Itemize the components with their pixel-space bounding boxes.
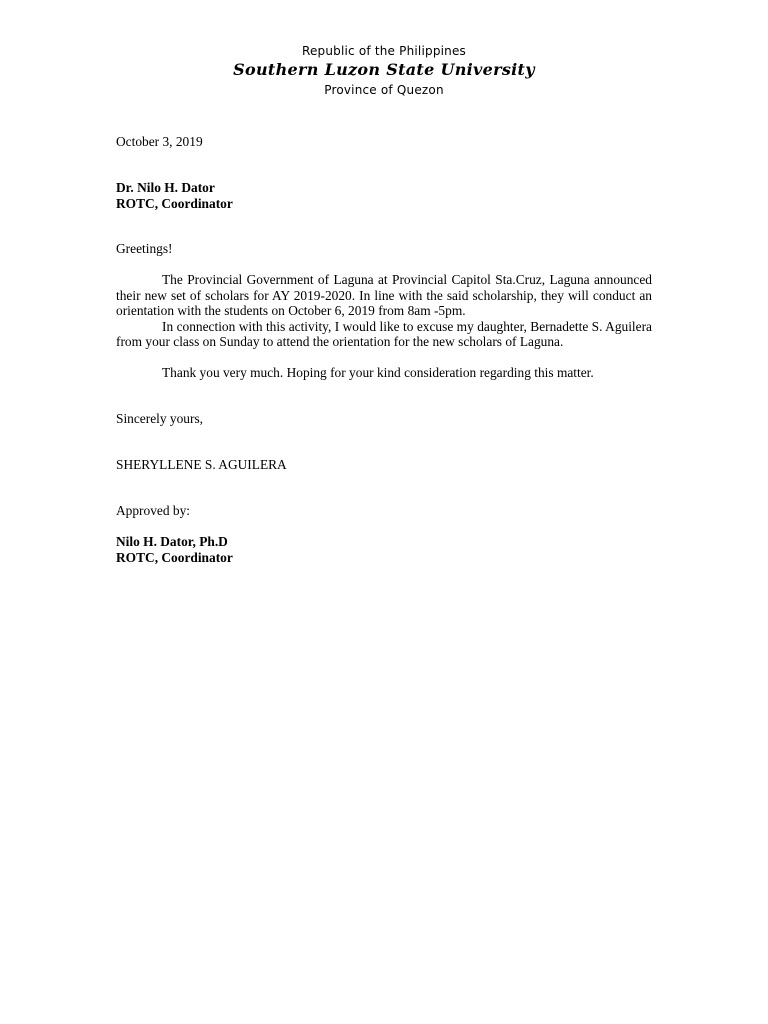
letterhead-university: Southern Luzon State University [233, 60, 535, 79]
letterhead-province: Province of Quezon [324, 83, 444, 97]
letterhead [0, 43, 768, 98]
approved-by-label: Approved by: [116, 503, 191, 518]
approver-name: Nilo H. Dator, Ph.D [116, 534, 228, 549]
closing: Sincerely yours, [116, 411, 204, 426]
letterhead-republic: Republic of the Philippines [301, 44, 467, 58]
sender-name: SHERYLLENE S. AGUILERA [116, 457, 287, 472]
greeting: Greetings! [116, 241, 173, 256]
recipient-title: ROTC, Coordinator [116, 196, 233, 211]
letter-body [116, 272, 652, 350]
paragraph-2: In connection with this activity, I would like to excuse my daughter, Bernadette S. Aguilera from your class on Sunday to attend the orientation for the new scholars of Laguna. [116, 318, 652, 350]
approver-title: ROTC, Coordinator [116, 550, 233, 565]
paragraph-3: Thank you very much. Hoping for your kind consideration regarding this matter. [162, 365, 594, 380]
paragraph-1: The Provincial Government of Laguna at Provincial Capitol Sta.Cruz, Laguna announced their new set of scholars for AY 2019-2020. In line with the said scholarship, they will conduct an orientation with the students on October 6, 2019 from 8am -5pm. [116, 272, 652, 319]
letter-date: October 3, 2019 [116, 134, 203, 149]
letter-body-closing [116, 365, 652, 381]
recipient-name: Dr. Nilo H. Dator [116, 180, 215, 195]
